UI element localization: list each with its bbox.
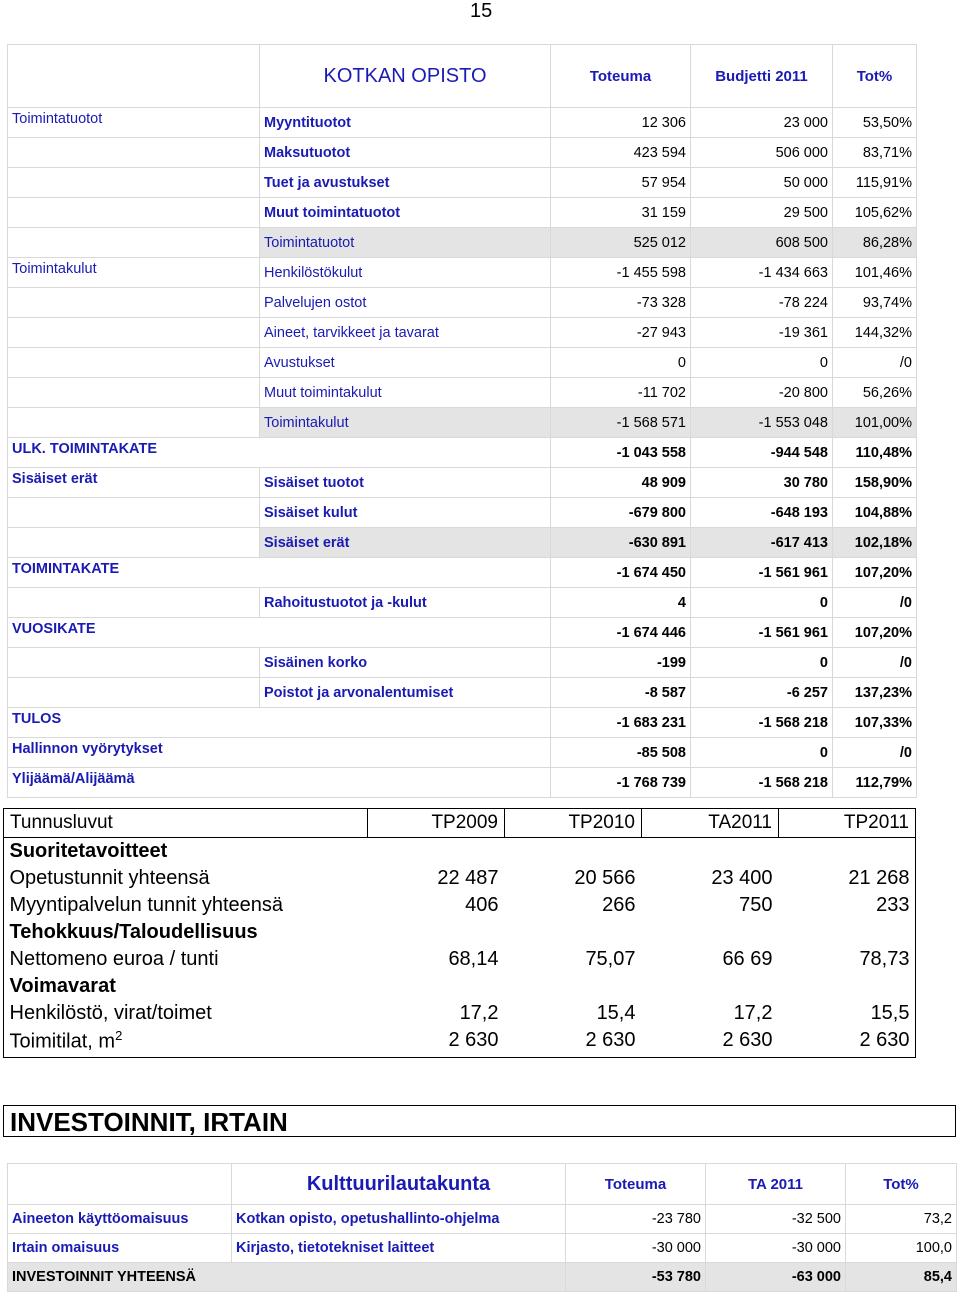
investments-row-pct: 73,2	[846, 1205, 957, 1234]
kpi-row-value: 15,5	[870, 1002, 910, 1024]
kpi-row-label-text: Nettomeno euroa / tunti	[9, 948, 219, 970]
investments-row-item: Kotkan opisto, opetushallinto-ohjelma	[232, 1205, 566, 1234]
kpi-row-value: 66 69	[722, 948, 773, 970]
budget-row-pct: 144,32%	[833, 318, 917, 348]
budget-row-label	[8, 588, 260, 618]
budget-row-budjetti: -19 361	[691, 318, 833, 348]
investments-row-toteuma: -23 780	[566, 1205, 706, 1234]
kpi-row-value: 21 268	[848, 867, 910, 889]
budget-row-label: Ylijäämä/Alijäämä	[8, 768, 551, 798]
kpi-row-label	[4, 919, 368, 946]
budget-row-pct: 101,00%	[833, 408, 917, 438]
budget-row-item: Aineet, tarvikkeet ja tavarat	[260, 318, 551, 348]
kpi-row	[4, 973, 916, 1000]
investments-row-ta: -32 500	[706, 1205, 846, 1234]
budget-row-pct: /0	[833, 588, 917, 618]
budget-row-toteuma: -1 043 558	[551, 438, 691, 468]
budget-row-budjetti: 0	[691, 648, 833, 678]
investments-total-toteuma: -53 780	[566, 1263, 706, 1292]
kpi-row	[4, 919, 916, 946]
budget-row	[8, 108, 917, 138]
kpi-header-tp2011: TP2011	[779, 809, 916, 838]
kpi-header-tp2010: TP2010	[505, 809, 642, 838]
budget-row	[8, 558, 917, 588]
kpi-row-value: 406	[465, 894, 499, 916]
budget-row	[8, 588, 917, 618]
budget-row	[8, 708, 917, 738]
budget-row-budjetti: -944 548	[691, 438, 833, 468]
budget-row-label	[8, 138, 260, 168]
budget-row-item: Toimintatuotot	[260, 228, 551, 258]
budget-row-item: Avustukset	[260, 348, 551, 378]
budget-row-pct: 137,23%	[833, 678, 917, 708]
budget-row	[8, 258, 917, 288]
budget-row-item: Muut toimintatuotot	[260, 198, 551, 228]
investments-row	[8, 1234, 957, 1263]
kpi-row-label	[4, 973, 368, 1000]
budget-row-pct: /0	[833, 648, 917, 678]
kpi-row	[4, 946, 916, 973]
kpi-row-value	[779, 973, 916, 1000]
budget-row-label	[8, 378, 260, 408]
kpi-row	[4, 1027, 916, 1054]
kpi-row-value: 75,07	[585, 948, 636, 970]
budget-row-pct: 112,79%	[833, 768, 917, 798]
budget-row-budjetti: -78 224	[691, 288, 833, 318]
budget-row-toteuma: -1 768 739	[551, 768, 691, 798]
budget-row-item: Maksutuotot	[260, 138, 551, 168]
kpi-header-ta2011: TA2011	[642, 809, 779, 838]
budget-row-budjetti: -1 568 218	[691, 768, 833, 798]
budget-row	[8, 378, 917, 408]
budget-row-item: Myyntituotot	[260, 108, 551, 138]
kpi-row-value	[368, 973, 505, 1000]
budget-row-toteuma: -1 674 446	[551, 618, 691, 648]
kpi-row	[4, 838, 916, 866]
kpi-row-value	[505, 838, 642, 866]
budget-row-budjetti: 23 000	[691, 108, 833, 138]
col-header-toteuma: Toteuma	[551, 45, 691, 108]
kpi-row-value: 2 630	[722, 1029, 773, 1051]
budget-row-toteuma: -73 328	[551, 288, 691, 318]
budget-row-pct: 83,71%	[833, 138, 917, 168]
kpi-row-label	[4, 838, 368, 866]
budget-row-toteuma: -85 508	[551, 738, 691, 768]
investments-header-row	[8, 1164, 957, 1205]
kpi-row-label	[4, 1027, 368, 1054]
budget-row	[8, 468, 917, 498]
budget-row-label	[8, 528, 260, 558]
budget-row	[8, 438, 917, 468]
budget-row-item: Palvelujen ostot	[260, 288, 551, 318]
budget-row-toteuma: -1 674 450	[551, 558, 691, 588]
budget-row-toteuma: 48 909	[551, 468, 691, 498]
investments-table	[7, 1163, 957, 1292]
budget-row-label	[8, 228, 260, 258]
kpi-row-value: 15,4	[596, 1002, 636, 1024]
budget-row-pct: 105,62%	[833, 198, 917, 228]
kpi-row-value: 78,73	[859, 948, 910, 970]
kpi-row-value: 2 630	[859, 1029, 910, 1051]
kpi-row	[4, 892, 916, 919]
budget-row-pct: 115,91%	[833, 168, 917, 198]
budget-row-label	[8, 648, 260, 678]
kpi-row-label-sup: 2	[115, 1027, 123, 1043]
kpi-row-value: 750	[739, 894, 773, 916]
budget-row-toteuma: 57 954	[551, 168, 691, 198]
budget-row-pct: 93,74%	[833, 288, 917, 318]
budget-table	[7, 44, 917, 798]
budget-row-label	[8, 498, 260, 528]
budget-row-label	[8, 408, 260, 438]
investments-row-item: Kirjasto, tietotekniset laitteet	[232, 1234, 566, 1263]
budget-row-label: TOIMINTAKATE	[8, 558, 551, 588]
investments-total-ta: -63 000	[706, 1263, 846, 1292]
budget-row-label: TULOS	[8, 708, 551, 738]
budget-row-toteuma: 423 594	[551, 138, 691, 168]
budget-row-toteuma: -11 702	[551, 378, 691, 408]
budget-row-item: Sisäiset tuotot	[260, 468, 551, 498]
kpi-table	[3, 808, 916, 1054]
budget-row	[8, 168, 917, 198]
budget-row-label	[8, 168, 260, 198]
kpi-row-value: 266	[602, 894, 636, 916]
kpi-row-value	[505, 919, 642, 946]
budget-row-toteuma: -199	[551, 648, 691, 678]
budget-row-budjetti: -1 568 218	[691, 708, 833, 738]
budget-row-label: Hallinnon vyörytykset	[8, 738, 551, 768]
kpi-header-row	[4, 809, 916, 838]
kpi-row-value: 23 400	[711, 867, 773, 889]
investments-total-pct: 85,4	[846, 1263, 957, 1292]
budget-row-label	[8, 318, 260, 348]
budget-row-pct: 107,20%	[833, 558, 917, 588]
budget-row-item: Tuet ja avustukset	[260, 168, 551, 198]
kpi-row-label-text: Tehokkuus/Taloudellisuus	[9, 921, 258, 943]
kpi-row-value: 17,2	[733, 1002, 773, 1024]
budget-row-label	[8, 198, 260, 228]
budget-row	[8, 138, 917, 168]
investments-row-toteuma: -30 000	[566, 1234, 706, 1263]
budget-row-budjetti: -20 800	[691, 378, 833, 408]
kpi-row-label	[4, 946, 368, 973]
kpi-row-value: 20 566	[574, 867, 636, 889]
kpi-row	[4, 865, 916, 892]
budget-row-label	[8, 288, 260, 318]
budget-row-toteuma: -1 683 231	[551, 708, 691, 738]
kpi-row-label	[4, 1000, 368, 1027]
budget-row	[8, 228, 917, 258]
budget-row-toteuma: -1 568 571	[551, 408, 691, 438]
budget-row-toteuma: -1 455 598	[551, 258, 691, 288]
kpi-row-value: 22 487	[437, 867, 499, 889]
kpi-row-label-text: Voimavarat	[9, 975, 116, 997]
budget-row	[8, 528, 917, 558]
budget-row-toteuma: -8 587	[551, 678, 691, 708]
investments-row-pct: 100,0	[846, 1234, 957, 1263]
inv-col-header-ta2011: TA 2011	[706, 1164, 846, 1205]
kpi-header-label: Tunnusluvut	[4, 809, 368, 838]
budget-row-toteuma: 4	[551, 588, 691, 618]
budget-row-budjetti: -617 413	[691, 528, 833, 558]
investments-row-label: Aineeton käyttöomaisuus	[8, 1205, 232, 1234]
budget-row	[8, 768, 917, 798]
budget-row-toteuma: 31 159	[551, 198, 691, 228]
investments-title: Kulttuurilautakunta	[232, 1164, 566, 1205]
kpi-row-value	[779, 838, 916, 866]
budget-row-pct: 110,48%	[833, 438, 917, 468]
kpi-row-value	[368, 838, 505, 866]
kpi-row-label-text: Toimitilat, m	[9, 1030, 116, 1053]
kpi-row-value: 2 630	[585, 1029, 636, 1051]
budget-row-budjetti: 608 500	[691, 228, 833, 258]
budget-row	[8, 618, 917, 648]
budget-row	[8, 288, 917, 318]
investments-section-title: INVESTOINNIT, IRTAIN	[3, 1105, 956, 1137]
budget-row-budjetti: -6 257	[691, 678, 833, 708]
budget-row-item: Henkilöstökulut	[260, 258, 551, 288]
budget-row-budjetti: 0	[691, 588, 833, 618]
kpi-row-value	[642, 973, 779, 1000]
budget-row-item: Toimintakulut	[260, 408, 551, 438]
kpi-row-value	[779, 919, 916, 946]
col-header-budjetti: Budjetti 2011	[691, 45, 833, 108]
kpi-row-value	[642, 838, 779, 866]
budget-row-pct: 158,90%	[833, 468, 917, 498]
budget-row-budjetti: 0	[691, 348, 833, 378]
kpi-row-value: 17,2	[459, 1002, 499, 1024]
budget-row	[8, 738, 917, 768]
budget-row-budjetti: 50 000	[691, 168, 833, 198]
budget-row-toteuma: 0	[551, 348, 691, 378]
budget-row-pct: 104,88%	[833, 498, 917, 528]
kpi-row-value	[368, 919, 505, 946]
kpi-row-value	[505, 973, 642, 1000]
kpi-row-label-text: Suoritetavoitteet	[9, 840, 168, 862]
budget-row-budjetti: 506 000	[691, 138, 833, 168]
budget-row	[8, 648, 917, 678]
investments-row-ta: -30 000	[706, 1234, 846, 1263]
budget-row-label: Toimintakulut	[8, 258, 260, 288]
budget-row-item: Sisäinen korko	[260, 648, 551, 678]
budget-row-budjetti: -648 193	[691, 498, 833, 528]
budget-row-pct: 101,46%	[833, 258, 917, 288]
budget-row-label: VUOSIKATE	[8, 618, 551, 648]
kpi-header-tp2009: TP2009	[368, 809, 505, 838]
budget-row-item: Muut toimintakulut	[260, 378, 551, 408]
budget-row-item: Poistot ja arvonalentumiset	[260, 678, 551, 708]
budget-row-pct: /0	[833, 348, 917, 378]
budget-row-toteuma: 12 306	[551, 108, 691, 138]
investments-total-label: INVESTOINNIT YHTEENSÄ	[8, 1263, 566, 1292]
col-header-tot-pct: Tot%	[833, 45, 917, 108]
investments-row-label: Irtain omaisuus	[8, 1234, 232, 1263]
budget-row-pct: 56,26%	[833, 378, 917, 408]
budget-row-toteuma: -679 800	[551, 498, 691, 528]
inv-col-header-tot-pct: Tot%	[846, 1164, 957, 1205]
budget-row-toteuma: 525 012	[551, 228, 691, 258]
kpi-row-label-text: Opetustunnit yhteensä	[9, 867, 210, 889]
budget-row	[8, 498, 917, 528]
investments-row	[8, 1205, 957, 1234]
inv-col-header-toteuma: Toteuma	[566, 1164, 706, 1205]
budget-row-label	[8, 678, 260, 708]
budget-row	[8, 348, 917, 378]
budget-row-budjetti: 30 780	[691, 468, 833, 498]
kpi-row-value: 68,14	[448, 948, 499, 970]
budget-row-pct: 86,28%	[833, 228, 917, 258]
budget-row	[8, 408, 917, 438]
budget-row-item: Rahoitustuotot ja -kulut	[260, 588, 551, 618]
budget-row-budjetti: 0	[691, 738, 833, 768]
budget-title: KOTKAN OPISTO	[260, 45, 551, 108]
budget-row-label: ULK. TOIMINTAKATE	[8, 438, 551, 468]
budget-row-item: Sisäiset erät	[260, 528, 551, 558]
kpi-row-value: 233	[876, 894, 910, 916]
budget-row-budjetti: 29 500	[691, 198, 833, 228]
budget-row-label: Toimintatuotot	[8, 108, 260, 138]
kpi-row-value: 2 630	[448, 1029, 499, 1051]
budget-row-toteuma: -27 943	[551, 318, 691, 348]
budget-row-budjetti: -1 561 961	[691, 558, 833, 588]
budget-row-toteuma: -630 891	[551, 528, 691, 558]
kpi-row	[4, 1000, 916, 1027]
budget-row-budjetti: -1 561 961	[691, 618, 833, 648]
budget-row-pct: 53,50%	[833, 108, 917, 138]
budget-row	[8, 678, 917, 708]
budget-row-pct: 102,18%	[833, 528, 917, 558]
budget-row-pct: 107,20%	[833, 618, 917, 648]
budget-row-budjetti: -1 434 663	[691, 258, 833, 288]
budget-row-budjetti: -1 553 048	[691, 408, 833, 438]
kpi-row-label-text: Myyntipalvelun tunnit yhteensä	[9, 894, 283, 916]
budget-header-row	[8, 45, 917, 108]
page-number: 15	[470, 0, 493, 22]
budget-row-label: Sisäiset erät	[8, 468, 260, 498]
kpi-row-label	[4, 865, 368, 892]
budget-row	[8, 198, 917, 228]
investments-total-row	[8, 1263, 957, 1292]
kpi-row-value	[642, 919, 779, 946]
kpi-row-label-text: Henkilöstö, virat/toimet	[9, 1002, 212, 1024]
budget-row-label	[8, 348, 260, 378]
budget-row-pct: 107,33%	[833, 708, 917, 738]
budget-row	[8, 318, 917, 348]
budget-row-pct: /0	[833, 738, 917, 768]
budget-row-item: Sisäiset kulut	[260, 498, 551, 528]
kpi-row-label	[4, 892, 368, 919]
